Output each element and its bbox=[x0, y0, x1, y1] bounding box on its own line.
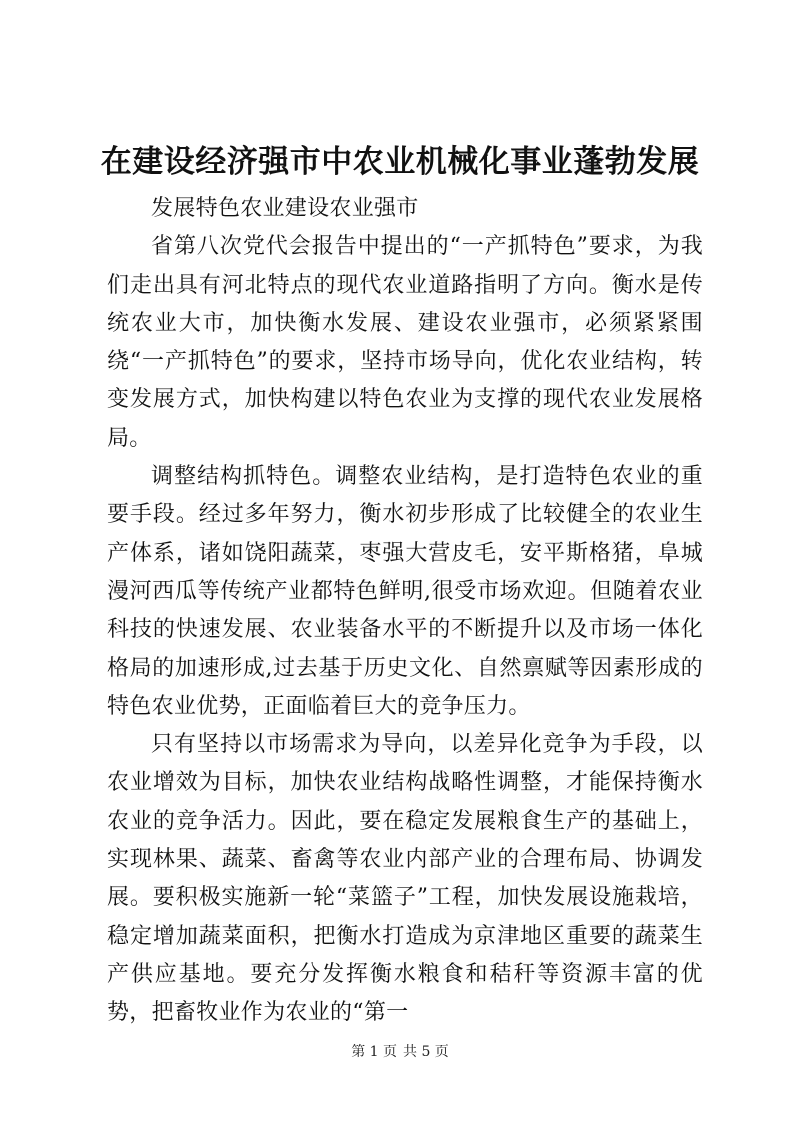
document-title: 在建设经济强市中农业机械化事业蓬勃发展 bbox=[100, 144, 700, 180]
document-body bbox=[107, 190, 703, 1033]
page-footer bbox=[0, 1043, 800, 1061]
paragraph: 调整结构抓特色。调整农业结构，是打造特色农业的重要手段。经过多年努力，衡水初步形成了比较健全的农业生产体系，诸如饶阳蔬菜，枣强大营皮毛，安平斯格猪，阜城漫河西瓜等传统产业都特色鲜明,很受市场欢迎。但随着农业科技的快速发展、农业装备水平的不断提升以及市场一体化格局的加速形成,过去基于历史文化、自然禀赋等因素形成的特色农业优势，正面临着巨大的竞争压力。 bbox=[107, 464, 703, 719]
paragraph-subtitle: 发展特色农业建设农业强市 bbox=[151, 196, 419, 221]
paragraph: 只有坚持以市场需求为导向，以差异化竞争为手段，以农业增效为目标，加快农业结构战略性调整，才能保持衡水农业的竞争活力。因此，要在稳定发展粮食生产的基础上，实现林果、蔬菜、畜禽等农业内部产业的合理布局、协调发展。要积极实施新一轮“菜篮子”工程，加快发展设施栽培，稳定增加蔬菜面积，把衡水打造成为京津地区重要的蔬菜生产供应基地。要充分发挥衡水粮食和秸秆等资源丰富的优势，把畜牧业作为农业的“第一 bbox=[107, 732, 703, 1026]
page-number: 第 1 页 bbox=[351, 1044, 397, 1060]
total-pages: 共 5 页 bbox=[403, 1044, 449, 1060]
paragraph: 省第八次党代会报告中提出的“一产抓特色”要求，为我们走出具有河北特点的现代农业道路指明了方向。衡水是传统农业大市，加快衡水发展、建设农业强市，必须紧紧围绕“一产抓特色”的要求，坚持市场导向，优化农业结构，转变发展方式，加快构建以特色农业为支撑的现代农业发展格局。 bbox=[107, 234, 703, 451]
